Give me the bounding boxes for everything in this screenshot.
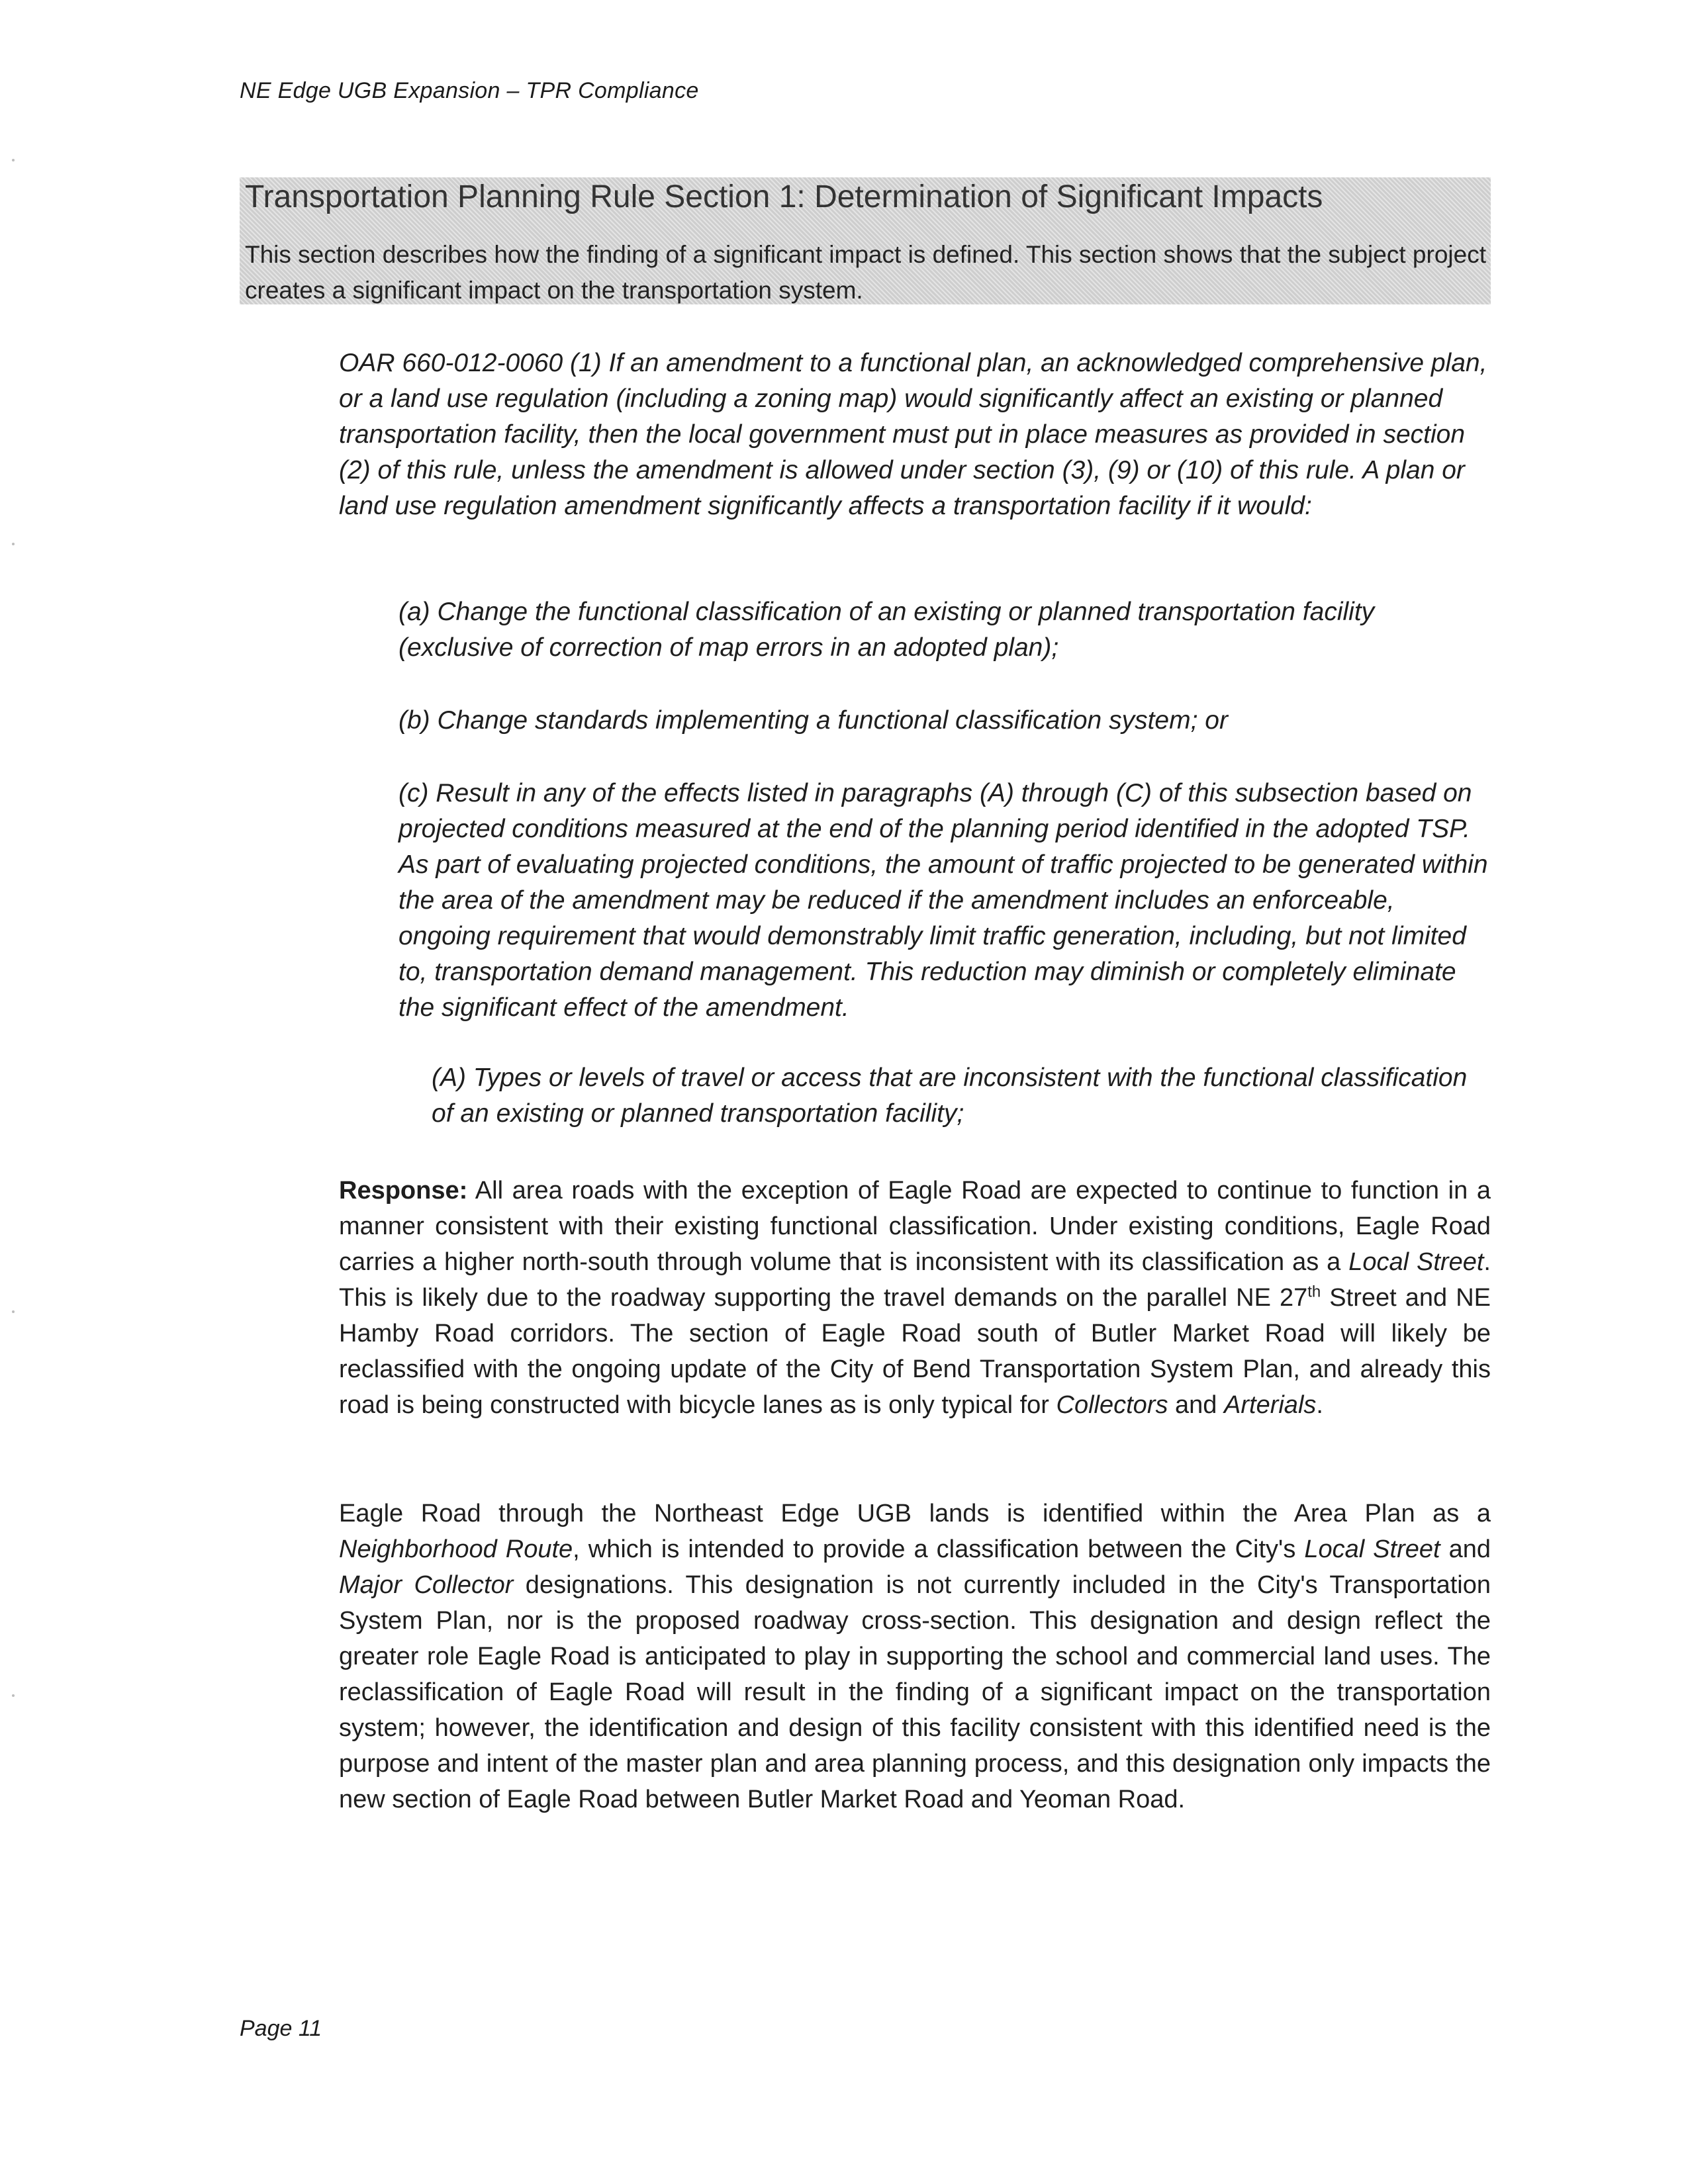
scan-artifact — [12, 1694, 15, 1697]
response-paragraph — [339, 1173, 1491, 1423]
page-number: Page 11 — [240, 2016, 322, 2041]
section-title: Transportation Planning Rule Section 1: Determination of Significant Impacts — [245, 179, 1323, 214]
response-text-3: Street and NE Hamby Road corridors. The section of Eagle Road south of Butler Market Road will likely be reclassified with the ongoing update of the City of Bend Transportation System Plan, and already this road is being constructed with bicycle lanes as is only typical for — [339, 1284, 1491, 1419]
response-text-4: and — [1168, 1391, 1225, 1419]
rule-item-c: (c) Result in any of the effects listed in paragraphs (A) through (C) of this subsection based on projected conditions measured at the end of the planning period identified in the adopted TSP. As part of evaluating projected conditions, the amount of traffic projected to be generated within the area of the amendment may be reduced if the amendment includes an enforceable, ongoing requirement that would demonstrably limit traffic generation, including, but not limited to, transportation demand management. This reduction may diminish or completely eliminate the significant effect of the amendment. — [399, 779, 1488, 1022]
rule-quote-main: OAR 660-012-0060 (1) If an amendment to a functional plan, an acknowledged comprehensive plan, or a land use regulation (including a zoning map) would significantly affect an existing or planned transportation facility, then the local government must put in place measures as provided in section (2) of this rule, unless the amendment is allowed under section (3), (9) or (10) of this rule. A plan or land use regulation amendment significantly affects a transportation facility if it would: — [339, 349, 1487, 520]
response-local-street: Local Street — [1348, 1248, 1484, 1276]
section-intro: This section describes how the finding of a significant impact is defined. This section shows that the subject project creates a significant impact on the transportation system. — [245, 241, 1486, 304]
response-text-2: . This is likely due to the roadway supporting the travel demands on the parallel NE 27 — [339, 1248, 1491, 1312]
eagle-local-street: Local Street — [1304, 1535, 1440, 1563]
eagle-text-2: , which is intended to provide a classification between the City's — [573, 1535, 1305, 1563]
response-collectors: Collectors — [1056, 1391, 1168, 1419]
running-header: NE Edge UGB Expansion – TPR Compliance — [240, 78, 699, 103]
eagle-major-collector: Major Collector — [339, 1571, 514, 1599]
response-text-1: All area roads with the exception of Eagle Road are expected to continue to function in a manner consistent with their existing functional classification. Under existing conditions, Eagle Road carries a higher north-south through volume that is inconsistent with its classification as a — [339, 1177, 1491, 1276]
rule-item-a: (a) Change the functional classification of an existing or planned transportation facility (exclusive of correction of map errors in an adopted plan); — [399, 598, 1375, 662]
response-superscript: th — [1307, 1283, 1321, 1301]
eagle-neighborhood-route: Neighborhood Route — [339, 1535, 573, 1563]
scan-artifact — [12, 159, 15, 161]
response-label: Response: — [339, 1177, 468, 1205]
eagle-road-paragraph — [339, 1496, 1491, 1817]
eagle-text-1: Eagle Road through the Northeast Edge UGB lands is identified within the Area Plan as a — [339, 1500, 1491, 1527]
scan-artifact — [12, 1310, 15, 1313]
response-arterials: Arterials — [1224, 1391, 1317, 1419]
eagle-text-3: and — [1440, 1535, 1491, 1563]
eagle-text-4: designations. This designation is not currently included in the City's Transportation System Plan, nor is the proposed roadway cross-section. This designation and design reflect the greater role Eagle Road is anticipated to play in supporting the school and commercial land uses. The reclassification of Eagle Road will result in the finding of a significant impact on the transportation system; however, the identification and design of this facility consistent with this identified need is the purpose and intent of the master plan and area planning process, and this designation only impacts the new section of Eagle Road between Butler Market Road and Yeoman Road. — [339, 1571, 1491, 1813]
rule-item-b: (b) Change standards implementing a functional classification system; or — [399, 706, 1228, 735]
scan-artifact — [12, 543, 15, 545]
response-text-5: . — [1316, 1391, 1323, 1419]
rule-item-A: (A) Types or levels of travel or access that are inconsistent with the functional classification of an existing or planned transportation facility; — [432, 1064, 1468, 1128]
